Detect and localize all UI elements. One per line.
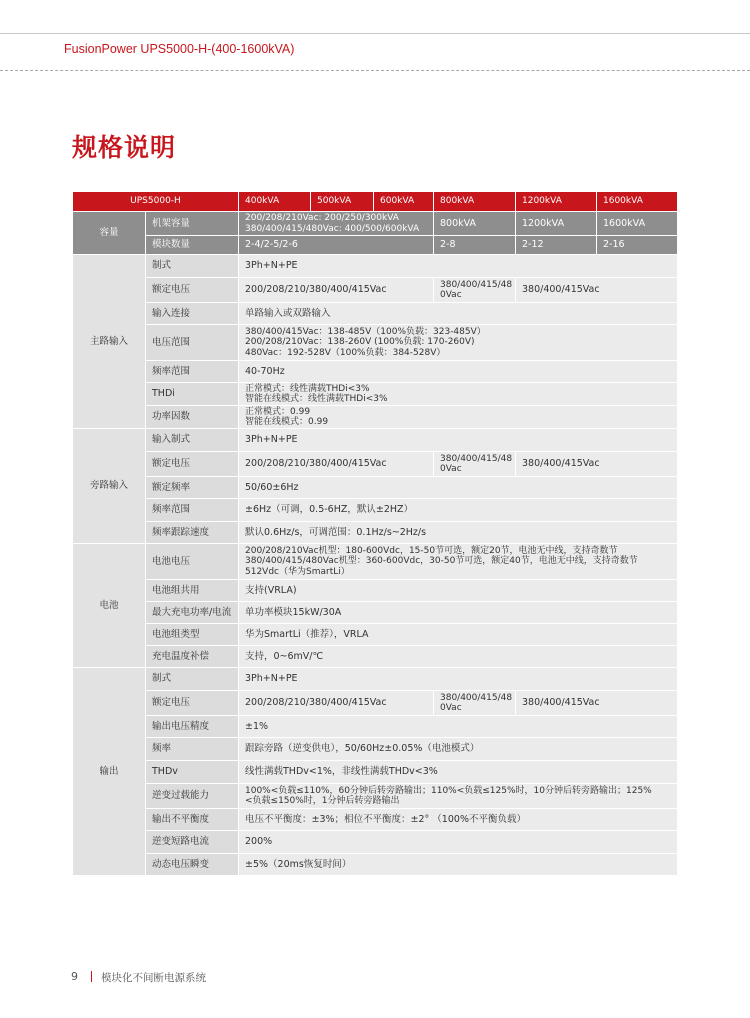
output-row: [73, 668, 678, 691]
row-value: 100%<负载≤110%，60分钟后转旁路输出；110%<负载≤125%时，10分钟后转旁路输出；125% <负载≤150%时，1分钟后转旁路输出: [239, 784, 678, 809]
output-row: [73, 691, 678, 716]
main-input-row: [73, 406, 678, 429]
main-input-row: [73, 255, 678, 278]
row-label: 功率因数: [146, 406, 239, 429]
row-value: 电压不平衡度：±3%；相位不平衡度：±2° （100%不平衡负载）: [239, 809, 678, 831]
row-value: 40-70Hz: [239, 361, 678, 383]
row-value-800: 380/400/415/48 0Vac: [434, 452, 516, 477]
capacity-module-row: [73, 236, 678, 255]
spec-table: [72, 191, 678, 876]
output-row: [73, 738, 678, 761]
row-value: 单功率模块15kW/30A: [239, 602, 678, 624]
row-value: 支持，0~6mV/℃: [239, 646, 678, 668]
row-label: THDv: [146, 761, 239, 784]
row-value: 单路输入或双路输入: [239, 303, 678, 325]
header-600kva: 600kVA: [374, 192, 434, 212]
row-value: 50/60±6Hz: [239, 477, 678, 499]
row-label: 逆变过载能力: [146, 784, 239, 809]
page-title: 规格说明: [72, 133, 177, 162]
row-label: THDi: [146, 383, 239, 406]
rack-capacity-label: 机架容量: [146, 212, 239, 236]
row-value-1200-1600: 380/400/415Vac: [516, 691, 678, 716]
battery-row: [73, 624, 678, 646]
row-label: 电池组共用: [146, 580, 239, 602]
group-output: 输出: [73, 668, 146, 876]
output-row: [73, 716, 678, 738]
row-value: 默认0.6Hz/s，可调范围：0.1Hz/s~2Hz/s: [239, 522, 678, 544]
row-value: 200/208/210/380/400/415Vac: [239, 452, 434, 477]
row-label: 制式: [146, 255, 239, 278]
row-label: 额定电压: [146, 452, 239, 477]
bypass-input-row: [73, 522, 678, 544]
battery-row: [73, 580, 678, 602]
row-label: 频率: [146, 738, 239, 761]
row-value-800: 380/400/415/48 0Vac: [434, 278, 516, 303]
main-input-row: [73, 303, 678, 325]
module-count-value: 2-4/2-5/2-6: [239, 236, 434, 255]
main-input-row: [73, 361, 678, 383]
row-value: 支持(VRLA): [239, 580, 678, 602]
row-label: 频率范围: [146, 499, 239, 522]
row-value: 380/400/415Vac：138-485V（100%负载：323-485V） 200/208/210Vac：138-260V (100%负载: 170-260V) 480Vac：192-528V（100%负载：384-528V）: [239, 325, 678, 361]
table-header-row: [73, 192, 678, 212]
header-400kva: 400kVA: [239, 192, 311, 212]
header-500kva: 500kVA: [311, 192, 374, 212]
module-count-1200: 2-12: [516, 236, 597, 255]
row-label: 额定电压: [146, 691, 239, 716]
group-bypass-input: 旁路输入: [73, 429, 146, 544]
header-1600kva: 1600kVA: [597, 192, 678, 212]
header-model: UPS5000-H: [73, 192, 239, 212]
row-label: 频率跟踪速度: [146, 522, 239, 544]
output-row: [73, 831, 678, 854]
header-dashed-divider: [0, 70, 750, 71]
row-value: 线性满载THDv<1%，非线性满载THDv<3%: [239, 761, 678, 784]
rack-capacity-1200: 1200kVA: [516, 212, 597, 236]
module-count-800: 2-8: [434, 236, 516, 255]
rack-capacity-1600: 1600kVA: [597, 212, 678, 236]
row-label: 输入制式: [146, 429, 239, 452]
row-value: 华为SmartLi（推荐），VRLA: [239, 624, 678, 646]
row-value-800: 380/400/415/48 0Vac: [434, 691, 516, 716]
row-label: 电池组类型: [146, 624, 239, 646]
row-value: 200/208/210Vac机型：180-600Vdc，15-50节可选，额定20节，电池无中线，支持奇数节 380/400/415/480Vac机型：360-600Vdc，30-50节可选，额定40节，电池无中线，支持奇数节 512Vdc（华为SmartLi）: [239, 544, 678, 580]
doc-header-title: FusionPower UPS5000-H-(400-1600kVA): [64, 42, 295, 56]
capacity-rack-row: [73, 212, 678, 236]
bypass-input-row: [73, 499, 678, 522]
row-value: 200/208/210/380/400/415Vac: [239, 278, 434, 303]
row-value: 200%: [239, 831, 678, 854]
battery-row: [73, 646, 678, 668]
row-label: 最大充电功率/电流: [146, 602, 239, 624]
group-battery: 电池: [73, 544, 146, 668]
row-label: 额定电压: [146, 278, 239, 303]
row-value: ±6Hz（可调，0.5-6HZ，默认±2HZ）: [239, 499, 678, 522]
rack-capacity-800: 800kVA: [434, 212, 516, 236]
row-value: ±5%（20ms恢复时间）: [239, 854, 678, 876]
row-label: 充电温度补偿: [146, 646, 239, 668]
row-value: 跟踪旁路（逆变供电），50/60Hz±0.05%（电池模式）: [239, 738, 678, 761]
rack-capacity-value: 200/208/210Vac: 200/250/300kVA 380/400/415/480Vac: 400/500/600kVA: [239, 212, 434, 236]
row-label: 输出电压精度: [146, 716, 239, 738]
header-1200kva: 1200kVA: [516, 192, 597, 212]
main-input-row: [73, 383, 678, 406]
row-value: 正常模式：线性满载THDi<3% 智能在线模式：线性满载THDi<3%: [239, 383, 678, 406]
row-label: 制式: [146, 668, 239, 691]
module-count-label: 模块数量: [146, 236, 239, 255]
row-label: 电压范围: [146, 325, 239, 361]
row-label: 动态电压瞬变: [146, 854, 239, 876]
row-value: 正常模式：0.99 智能在线模式：0.99: [239, 406, 678, 429]
main-input-row: [73, 278, 678, 303]
bypass-input-row: [73, 429, 678, 452]
row-label: 输出不平衡度: [146, 809, 239, 831]
output-row: [73, 854, 678, 876]
output-row: [73, 809, 678, 831]
row-value-1200-1600: 380/400/415Vac: [516, 452, 678, 477]
battery-row: [73, 602, 678, 624]
top-rule: [0, 33, 750, 34]
footer-divider: [91, 971, 92, 982]
group-capacity: 容量: [73, 212, 146, 255]
row-value: 200/208/210/380/400/415Vac: [239, 691, 434, 716]
bypass-input-row: [73, 477, 678, 499]
footer-text: 模块化不间断电源系统: [101, 972, 206, 984]
row-label: 逆变短路电流: [146, 831, 239, 854]
row-value: 3Ph+N+PE: [239, 668, 678, 691]
row-label: 频率范围: [146, 361, 239, 383]
bypass-input-row: [73, 452, 678, 477]
output-row: [73, 761, 678, 784]
row-value-1200-1600: 380/400/415Vac: [516, 278, 678, 303]
header-800kva: 800kVA: [434, 192, 516, 212]
row-value: ±1%: [239, 716, 678, 738]
row-label: 电池电压: [146, 544, 239, 580]
group-main-input: 主路输入: [73, 255, 146, 429]
row-label: 额定频率: [146, 477, 239, 499]
row-label: 输入连接: [146, 303, 239, 325]
row-value: 3Ph+N+PE: [239, 429, 678, 452]
module-count-1600: 2-16: [597, 236, 678, 255]
battery-row: [73, 544, 678, 580]
main-input-row: [73, 325, 678, 361]
output-row: [73, 784, 678, 809]
row-value: 3Ph+N+PE: [239, 255, 678, 278]
page-number: 9: [71, 970, 78, 983]
